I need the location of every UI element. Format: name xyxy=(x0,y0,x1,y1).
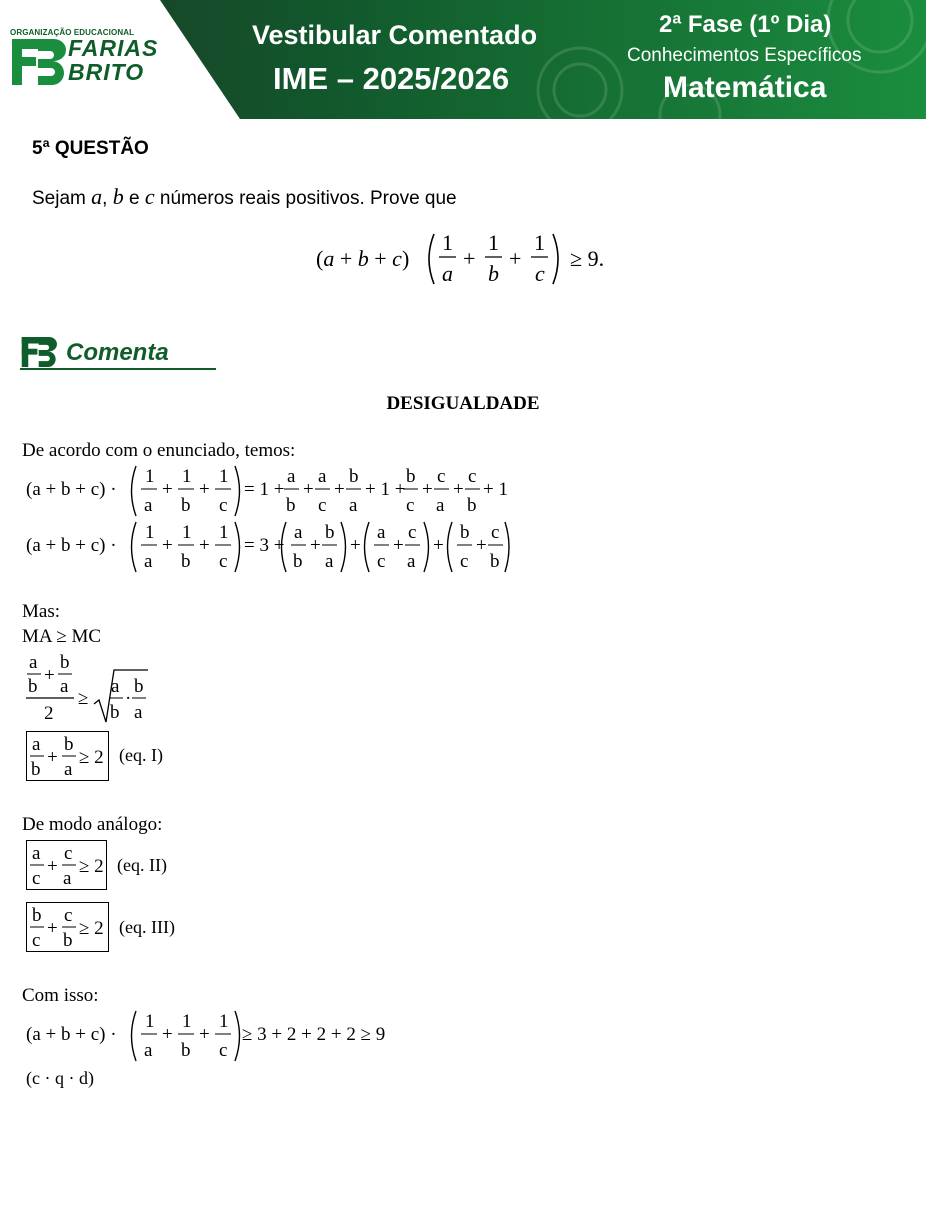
svg-text:+ 1: + 1 xyxy=(483,479,508,500)
svg-text:b: b xyxy=(181,495,191,516)
eq-1-box xyxy=(26,731,109,781)
svg-text:a: a xyxy=(294,522,303,543)
svg-text:a: a xyxy=(407,551,416,572)
svg-text:1: 1 xyxy=(442,230,453,255)
eq-3-label: (eq. III) xyxy=(119,917,175,937)
svg-text:+ 1 +: + 1 + xyxy=(365,479,406,500)
svg-text:a: a xyxy=(325,551,334,572)
question-inequality-formula xyxy=(316,226,616,292)
svg-text:a: a xyxy=(377,522,386,543)
svg-text:1: 1 xyxy=(219,522,229,543)
eq-2-formula xyxy=(27,841,108,891)
svg-text:b: b xyxy=(406,466,416,487)
question-sep-2: e xyxy=(123,188,145,209)
banner-title: Vestibular Comentado xyxy=(252,20,538,50)
svg-text:+: + xyxy=(453,479,464,500)
svg-text:a: a xyxy=(144,495,153,516)
svg-text:+: + xyxy=(162,535,173,556)
svg-text:a: a xyxy=(287,466,296,487)
analog-label: De modo análogo: xyxy=(22,814,163,835)
section-title: DESIGUALDADE xyxy=(386,393,540,414)
banner-exam: IME – 2025/2026 xyxy=(273,61,510,96)
svg-text:a: a xyxy=(60,676,69,697)
svg-text:a: a xyxy=(442,261,453,286)
svg-text:b: b xyxy=(467,495,477,516)
question-heading: 5ª QUESTÃO xyxy=(32,138,149,159)
comenta-section-header xyxy=(20,337,216,371)
svg-text:1: 1 xyxy=(182,522,192,543)
banner-subtitle: Conhecimentos Específicos xyxy=(627,45,862,66)
svg-text:+: + xyxy=(199,535,210,556)
svg-text:= 3 +: = 3 + xyxy=(244,535,285,556)
svg-text:b: b xyxy=(63,930,73,951)
svg-text:+: + xyxy=(47,918,58,939)
svg-text:c: c xyxy=(219,551,228,572)
comenta-underline xyxy=(20,368,216,370)
svg-text:b: b xyxy=(32,905,42,926)
eq-3-box xyxy=(26,902,109,952)
farias-brito-logo xyxy=(10,28,170,92)
svg-text:+: + xyxy=(393,535,404,556)
svg-text:c: c xyxy=(535,261,545,286)
svg-text:+: + xyxy=(422,479,433,500)
svg-text:b: b xyxy=(490,551,500,572)
banner-phase: 2ª Fase (1º Dia) xyxy=(659,11,832,38)
banner-subject: Matemática xyxy=(663,71,827,104)
svg-text:(a + b + c): (a + b + c) xyxy=(316,246,410,271)
svg-text:b: b xyxy=(181,551,191,572)
question-text-after: números reais positivos. Prove que xyxy=(154,188,457,209)
comenta-label: Comenta xyxy=(66,339,169,366)
question-text-before: Sejam xyxy=(32,188,92,209)
svg-text:≥ 2: ≥ 2 xyxy=(79,918,104,939)
svg-text:1: 1 xyxy=(488,230,499,255)
svg-text:b: b xyxy=(28,676,38,697)
svg-text:a: a xyxy=(144,1040,153,1061)
svg-text:b: b xyxy=(325,522,335,543)
svg-text:(a + b + c) ·: (a + b + c) · xyxy=(26,1024,117,1045)
svg-text:1: 1 xyxy=(182,466,192,487)
svg-text:1: 1 xyxy=(534,230,545,255)
but-label: Mas: xyxy=(22,601,60,622)
svg-text:a: a xyxy=(318,466,327,487)
svg-text:a: a xyxy=(436,495,445,516)
svg-text:·: · xyxy=(125,688,132,709)
svg-text:c: c xyxy=(219,495,228,516)
header-banner xyxy=(0,0,926,119)
svg-text:c: c xyxy=(408,522,417,543)
svg-text:c: c xyxy=(219,1040,228,1061)
svg-text:c: c xyxy=(468,466,477,487)
with-this-label: Com isso: xyxy=(22,985,99,1006)
logo-farias-text: FARIAS xyxy=(68,35,159,61)
logo-brito-text: BRITO xyxy=(68,59,145,85)
svg-text:+: + xyxy=(303,479,314,500)
svg-text:b: b xyxy=(134,676,144,697)
svg-text:+: + xyxy=(463,246,476,271)
final-inequality xyxy=(24,1007,386,1065)
svg-text:2: 2 xyxy=(44,703,54,724)
svg-text:≥: ≥ xyxy=(78,688,89,709)
svg-text:(a + b + c) ·: (a + b + c) · xyxy=(26,479,117,500)
svg-text:+: + xyxy=(162,1024,173,1045)
svg-text:c: c xyxy=(318,495,327,516)
expansion-equation-2 xyxy=(24,518,504,576)
svg-text:+: + xyxy=(433,535,444,556)
svg-text:b: b xyxy=(286,495,296,516)
svg-text:≥ 2: ≥ 2 xyxy=(79,747,104,768)
svg-text:c: c xyxy=(406,495,415,516)
svg-text:1: 1 xyxy=(145,522,155,543)
svg-text:a: a xyxy=(32,843,41,864)
svg-text:c: c xyxy=(377,551,386,572)
svg-text:a: a xyxy=(64,759,73,780)
qed-label: (c · q · d) xyxy=(26,1068,94,1088)
var-b: b xyxy=(112,184,124,209)
question-statement xyxy=(32,184,457,210)
svg-text:+: + xyxy=(509,246,522,271)
svg-text:b: b xyxy=(181,1040,191,1061)
eq-2-box xyxy=(26,840,107,890)
svg-text:b: b xyxy=(110,702,120,723)
svg-text:b: b xyxy=(31,759,41,780)
svg-text:a: a xyxy=(349,495,358,516)
svg-text:1: 1 xyxy=(182,1011,192,1032)
svg-text:1: 1 xyxy=(219,1011,229,1032)
svg-text:+: + xyxy=(162,479,173,500)
expansion-equation-1 xyxy=(24,462,508,520)
eq-1-label: (eq. I) xyxy=(119,745,163,765)
svg-text:c: c xyxy=(32,930,41,951)
svg-text:+: + xyxy=(44,665,55,686)
svg-text:c: c xyxy=(437,466,446,487)
svg-text:c: c xyxy=(64,843,73,864)
svg-text:+: + xyxy=(350,535,361,556)
svg-text:+: + xyxy=(310,535,321,556)
svg-text:b: b xyxy=(488,261,499,286)
fb-logo-icon xyxy=(12,39,68,85)
am-gm-inequality xyxy=(24,650,164,726)
solution-intro: De acordo com o enunciado, temos: xyxy=(22,440,296,461)
var-c: c xyxy=(144,184,155,209)
svg-text:b: b xyxy=(460,522,470,543)
svg-text:c: c xyxy=(460,551,469,572)
svg-text:b: b xyxy=(64,734,74,755)
svg-text:c: c xyxy=(491,522,500,543)
svg-text:= 1 +: = 1 + xyxy=(244,479,285,500)
svg-text:+: + xyxy=(47,747,58,768)
svg-text:≥ 3 + 2 + 2 + 2 ≥ 9: ≥ 3 + 2 + 2 + 2 ≥ 9 xyxy=(242,1024,386,1045)
eq-3-formula xyxy=(27,903,110,953)
svg-text:1: 1 xyxy=(219,466,229,487)
svg-text:1: 1 xyxy=(145,1011,155,1032)
svg-text:b: b xyxy=(293,551,303,572)
svg-text:(a + b + c) ·: (a + b + c) · xyxy=(26,535,117,556)
logo-organization-text: ORGANIZAÇÃO EDUCACIONAL xyxy=(10,28,135,37)
svg-text:b: b xyxy=(60,652,70,673)
svg-text:≥ 9.: ≥ 9. xyxy=(570,246,605,271)
svg-text:+: + xyxy=(47,856,58,877)
svg-text:a: a xyxy=(144,551,153,572)
eq-1-formula xyxy=(27,732,110,782)
fb-comenta-logo-icon xyxy=(20,337,60,367)
svg-text:a: a xyxy=(63,868,72,889)
svg-text:c: c xyxy=(64,905,73,926)
eq-2-label: (eq. II) xyxy=(117,855,167,875)
svg-text:+: + xyxy=(334,479,345,500)
svg-text:1: 1 xyxy=(145,466,155,487)
ma-mc-label: MA ≥ MC xyxy=(22,626,102,647)
svg-text:b: b xyxy=(349,466,359,487)
svg-text:≥ 2: ≥ 2 xyxy=(79,856,104,877)
svg-text:+: + xyxy=(199,1024,210,1045)
svg-text:+: + xyxy=(476,535,487,556)
svg-text:a: a xyxy=(29,652,38,673)
svg-text:a: a xyxy=(111,676,120,697)
svg-text:a: a xyxy=(32,734,41,755)
question-sep-1: , xyxy=(102,188,113,209)
svg-text:+: + xyxy=(199,479,210,500)
svg-text:c: c xyxy=(32,868,41,889)
var-a: a xyxy=(91,184,103,209)
svg-text:a: a xyxy=(134,702,143,723)
